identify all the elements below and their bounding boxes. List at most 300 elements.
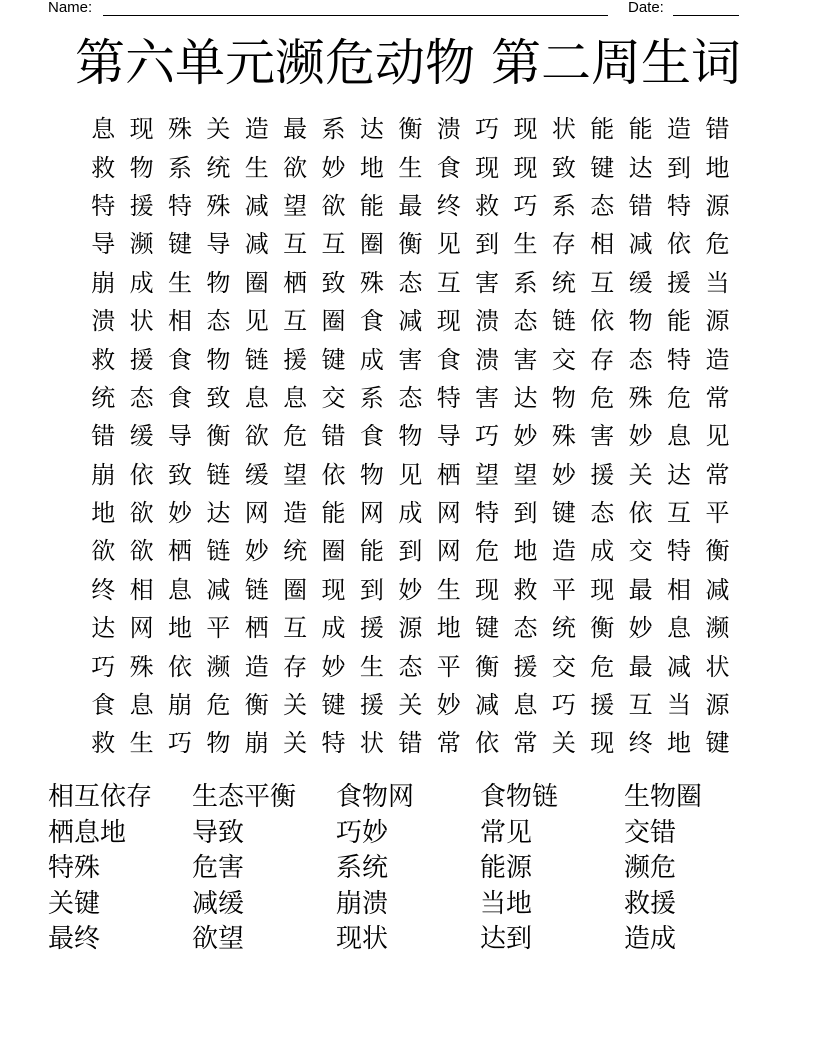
grid-cell[interactable]: 成: [398, 499, 423, 528]
grid-cell[interactable]: 能: [590, 115, 615, 144]
grid-cell[interactable]: 救: [91, 729, 116, 758]
grid-cell[interactable]: 态: [513, 614, 538, 643]
grid-cell[interactable]: 减: [475, 691, 500, 720]
grid-cell[interactable]: 造: [705, 345, 730, 374]
grid-cell[interactable]: 键: [551, 499, 576, 528]
grid-cell[interactable]: 物: [359, 460, 384, 489]
grid-cell[interactable]: 息: [129, 691, 154, 720]
grid-cell[interactable]: 态: [590, 499, 615, 528]
grid-cell[interactable]: 生: [398, 153, 423, 182]
grid-cell[interactable]: 关: [206, 115, 231, 144]
grid-cell[interactable]: 圈: [359, 230, 384, 259]
grid-cell[interactable]: 衡: [206, 422, 231, 451]
grid-cell[interactable]: 平: [436, 652, 461, 681]
grid-cell[interactable]: 统: [551, 268, 576, 297]
grid-cell[interactable]: 成: [590, 537, 615, 566]
grid-cell[interactable]: 互: [628, 691, 653, 720]
grid-cell[interactable]: 食: [167, 383, 192, 412]
grid-cell[interactable]: 互: [283, 614, 308, 643]
grid-cell[interactable]: 致: [321, 268, 346, 297]
grid-cell[interactable]: 状: [705, 652, 730, 681]
grid-cell[interactable]: 援: [129, 191, 154, 220]
grid-cell[interactable]: 欲: [91, 537, 116, 566]
grid-cell[interactable]: 互: [321, 230, 346, 259]
grid-cell[interactable]: 巧: [551, 691, 576, 720]
grid-cell[interactable]: 衡: [398, 115, 423, 144]
grid-cell[interactable]: 依: [129, 460, 154, 489]
grid-cell[interactable]: 危: [283, 422, 308, 451]
grid-cell[interactable]: 造: [244, 115, 269, 144]
grid-cell[interactable]: 特: [91, 191, 116, 220]
grid-cell[interactable]: 依: [167, 652, 192, 681]
grid-cell[interactable]: 关: [628, 460, 653, 489]
grid-cell[interactable]: 平: [705, 499, 730, 528]
grid-cell[interactable]: 生: [436, 575, 461, 604]
grid-cell[interactable]: 害: [513, 345, 538, 374]
grid-cell[interactable]: 食: [359, 422, 384, 451]
grid-cell[interactable]: 链: [244, 575, 269, 604]
grid-cell[interactable]: 态: [398, 652, 423, 681]
grid-cell[interactable]: 特: [667, 537, 692, 566]
grid-cell[interactable]: 生: [513, 230, 538, 259]
name-blank[interactable]: [103, 15, 608, 16]
grid-cell[interactable]: 息: [244, 383, 269, 412]
grid-cell[interactable]: 崩: [244, 729, 269, 758]
grid-cell[interactable]: 欲: [321, 191, 346, 220]
grid-cell[interactable]: 殊: [206, 191, 231, 220]
grid-cell[interactable]: 生: [244, 153, 269, 182]
grid-cell[interactable]: 缓: [129, 422, 154, 451]
grid-cell[interactable]: 溃: [475, 345, 500, 374]
grid-cell[interactable]: 依: [628, 499, 653, 528]
grid-cell[interactable]: 存: [283, 652, 308, 681]
grid-cell[interactable]: 殊: [551, 422, 576, 451]
grid-cell[interactable]: 交: [551, 345, 576, 374]
grid-cell[interactable]: 链: [244, 345, 269, 374]
grid-cell[interactable]: 衡: [705, 537, 730, 566]
grid-cell[interactable]: 达: [667, 460, 692, 489]
grid-cell[interactable]: 链: [206, 460, 231, 489]
grid-cell[interactable]: 终: [628, 729, 653, 758]
grid-cell[interactable]: 源: [705, 307, 730, 336]
grid-cell[interactable]: 终: [436, 191, 461, 220]
grid-cell[interactable]: 地: [513, 537, 538, 566]
grid-cell[interactable]: 妙: [398, 575, 423, 604]
grid-cell[interactable]: 援: [590, 460, 615, 489]
grid-cell[interactable]: 特: [475, 499, 500, 528]
grid-cell[interactable]: 救: [513, 575, 538, 604]
grid-cell[interactable]: 息: [167, 575, 192, 604]
grid-cell[interactable]: 统: [551, 614, 576, 643]
grid-cell[interactable]: 栖: [436, 460, 461, 489]
grid-cell[interactable]: 欲: [129, 499, 154, 528]
grid-cell[interactable]: 造: [244, 652, 269, 681]
grid-cell[interactable]: 地: [436, 614, 461, 643]
grid-cell[interactable]: 错: [91, 422, 116, 451]
grid-cell[interactable]: 殊: [359, 268, 384, 297]
grid-cell[interactable]: 殊: [628, 383, 653, 412]
grid-cell[interactable]: 依: [321, 460, 346, 489]
grid-cell[interactable]: 统: [283, 537, 308, 566]
grid-cell[interactable]: 错: [321, 422, 346, 451]
grid-cell[interactable]: 食: [359, 307, 384, 336]
grid-cell[interactable]: 存: [551, 230, 576, 259]
grid-cell[interactable]: 援: [129, 345, 154, 374]
grid-row: [84, 225, 737, 263]
grid-cell[interactable]: 到: [359, 575, 384, 604]
grid-cell[interactable]: 网: [359, 499, 384, 528]
grid-cell[interactable]: 相: [167, 307, 192, 336]
grid-cell[interactable]: 援: [667, 268, 692, 297]
grid-cell[interactable]: 望: [513, 460, 538, 489]
grid-cell[interactable]: 常: [705, 383, 730, 412]
grid-cell[interactable]: 望: [283, 460, 308, 489]
grid-cell[interactable]: 现: [129, 115, 154, 144]
grid-cell[interactable]: 妙: [551, 460, 576, 489]
grid-cell[interactable]: 链: [206, 537, 231, 566]
grid-cell[interactable]: 导: [206, 230, 231, 259]
grid-cell[interactable]: 圈: [321, 307, 346, 336]
grid-cell[interactable]: 援: [359, 691, 384, 720]
grid-cell[interactable]: 妙: [628, 614, 653, 643]
grid-cell[interactable]: 致: [206, 383, 231, 412]
grid-cell[interactable]: 现: [513, 115, 538, 144]
grid-cell[interactable]: 欲: [283, 153, 308, 182]
grid-cell[interactable]: 当: [705, 268, 730, 297]
grid-cell[interactable]: 终: [91, 575, 116, 604]
grid-cell[interactable]: 源: [705, 691, 730, 720]
grid-cell[interactable]: 特: [167, 191, 192, 220]
grid-cell[interactable]: 当: [667, 691, 692, 720]
grid-cell[interactable]: 援: [513, 652, 538, 681]
grid-cell[interactable]: 物: [551, 383, 576, 412]
grid-cell[interactable]: 衡: [244, 691, 269, 720]
grid-cell[interactable]: 到: [513, 499, 538, 528]
grid-cell[interactable]: 导: [91, 230, 116, 259]
grid-cell[interactable]: 成: [359, 345, 384, 374]
grid-cell[interactable]: 特: [667, 345, 692, 374]
grid-cell[interactable]: 栖: [283, 268, 308, 297]
grid-cell[interactable]: 援: [590, 691, 615, 720]
date-blank[interactable]: [673, 15, 739, 16]
grid-cell[interactable]: 减: [667, 652, 692, 681]
grid-cell[interactable]: 害: [475, 383, 500, 412]
grid-cell[interactable]: 导: [167, 422, 192, 451]
grid-cell[interactable]: 危: [590, 383, 615, 412]
grid-cell[interactable]: 互: [667, 499, 692, 528]
grid-cell[interactable]: 源: [705, 191, 730, 220]
grid-cell[interactable]: 生: [129, 729, 154, 758]
grid-cell[interactable]: 能: [321, 499, 346, 528]
grid-cell[interactable]: 存: [590, 345, 615, 374]
grid-cell[interactable]: 网: [436, 499, 461, 528]
grid-cell[interactable]: 欲: [129, 537, 154, 566]
grid-cell[interactable]: 导: [436, 422, 461, 451]
grid-cell[interactable]: 态: [398, 383, 423, 412]
grid-cell[interactable]: 息: [513, 691, 538, 720]
grid-cell[interactable]: 键: [475, 614, 500, 643]
grid-cell[interactable]: 网: [436, 537, 461, 566]
grid-cell[interactable]: 态: [398, 268, 423, 297]
grid-cell[interactable]: 栖: [167, 537, 192, 566]
grid-cell[interactable]: 巧: [475, 115, 500, 144]
grid-cell[interactable]: 害: [398, 345, 423, 374]
grid-cell[interactable]: 缓: [244, 460, 269, 489]
grid-cell[interactable]: 物: [206, 268, 231, 297]
grid-cell[interactable]: 危: [206, 691, 231, 720]
grid-cell[interactable]: 地: [359, 153, 384, 182]
grid-cell[interactable]: 关: [398, 691, 423, 720]
grid-cell[interactable]: 妙: [436, 691, 461, 720]
grid-cell[interactable]: 互: [283, 307, 308, 336]
grid-cell[interactable]: 键: [167, 230, 192, 259]
grid-cell[interactable]: 息: [91, 115, 116, 144]
grid-cell[interactable]: 链: [551, 307, 576, 336]
grid-cell[interactable]: 现: [436, 307, 461, 336]
grid-cell[interactable]: 援: [359, 614, 384, 643]
grid-cell[interactable]: 能: [359, 537, 384, 566]
grid-cell[interactable]: 减: [628, 230, 653, 259]
grid-cell[interactable]: 溃: [475, 307, 500, 336]
grid-cell[interactable]: 地: [91, 499, 116, 528]
grid-cell[interactable]: 物: [628, 307, 653, 336]
grid-cell[interactable]: 巧: [475, 422, 500, 451]
grid-cell[interactable]: 系: [167, 153, 192, 182]
grid-cell[interactable]: 交: [628, 537, 653, 566]
grid-cell[interactable]: 物: [129, 153, 154, 182]
grid-cell[interactable]: 达: [91, 614, 116, 643]
grid-cell[interactable]: 最: [628, 575, 653, 604]
grid-cell[interactable]: 崩: [91, 268, 116, 297]
grid-cell[interactable]: 现: [513, 153, 538, 182]
grid-cell[interactable]: 统: [206, 153, 231, 182]
grid-cell[interactable]: 错: [398, 729, 423, 758]
grid-cell[interactable]: 欲: [244, 422, 269, 451]
grid-cell[interactable]: 妙: [244, 537, 269, 566]
grid-cell[interactable]: 崩: [167, 691, 192, 720]
grid-cell[interactable]: 网: [244, 499, 269, 528]
grid-cell[interactable]: 现: [321, 575, 346, 604]
grid-cell[interactable]: 崩: [91, 460, 116, 489]
grid-cell[interactable]: 见: [244, 307, 269, 336]
grid-cell[interactable]: 交: [551, 652, 576, 681]
grid-cell[interactable]: 态: [206, 307, 231, 336]
grid-cell[interactable]: 统: [91, 383, 116, 412]
grid-cell[interactable]: 键: [321, 691, 346, 720]
grid-cell[interactable]: 殊: [167, 115, 192, 144]
grid-cell[interactable]: 致: [551, 153, 576, 182]
grid-cell[interactable]: 态: [628, 345, 653, 374]
grid-cell[interactable]: 到: [475, 230, 500, 259]
grid-cell[interactable]: 濒: [705, 614, 730, 643]
grid-cell[interactable]: 减: [398, 307, 423, 336]
grid-cell[interactable]: 濒: [129, 230, 154, 259]
grid-cell[interactable]: 特: [436, 383, 461, 412]
grid-cell[interactable]: 见: [705, 422, 730, 451]
grid-cell[interactable]: 相: [667, 575, 692, 604]
grid-cell[interactable]: 现: [475, 153, 500, 182]
grid-cell[interactable]: 到: [667, 153, 692, 182]
grid-cell[interactable]: 减: [244, 230, 269, 259]
grid-cell[interactable]: 系: [513, 268, 538, 297]
grid-cell[interactable]: 达: [359, 115, 384, 144]
grid-cell[interactable]: 生: [167, 268, 192, 297]
grid-cell[interactable]: 常: [705, 460, 730, 489]
grid-cell[interactable]: 造: [551, 537, 576, 566]
grid-cell[interactable]: 键: [321, 345, 346, 374]
grid-cell[interactable]: 息: [667, 422, 692, 451]
grid-cell[interactable]: 危: [475, 537, 500, 566]
grid-cell[interactable]: 食: [436, 153, 461, 182]
grid-cell[interactable]: 常: [436, 729, 461, 758]
grid-cell[interactable]: 状: [129, 307, 154, 336]
grid-cell[interactable]: 生: [359, 652, 384, 681]
grid-cell[interactable]: 最: [283, 115, 308, 144]
grid-cell[interactable]: 地: [705, 153, 730, 182]
grid-cell[interactable]: 物: [206, 345, 231, 374]
grid-cell[interactable]: 特: [667, 191, 692, 220]
grid-cell[interactable]: 危: [667, 383, 692, 412]
grid-cell[interactable]: 现: [590, 575, 615, 604]
grid-cell[interactable]: 救: [91, 345, 116, 374]
word-list-item: 达到: [480, 924, 533, 954]
word-list-item: 巧妙: [336, 817, 389, 848]
grid-cell[interactable]: 圈: [244, 268, 269, 297]
grid-cell[interactable]: 系: [551, 191, 576, 220]
grid-cell[interactable]: 造: [667, 115, 692, 144]
grid-cell[interactable]: 妙: [321, 153, 346, 182]
grid-row: [84, 264, 737, 302]
grid-cell[interactable]: 衡: [398, 230, 423, 259]
grid-cell[interactable]: 关: [551, 729, 576, 758]
grid-cell[interactable]: 妙: [513, 422, 538, 451]
grid-cell[interactable]: 相: [129, 575, 154, 604]
grid-cell[interactable]: 最: [398, 191, 423, 220]
grid-cell[interactable]: 系: [359, 383, 384, 412]
grid-cell[interactable]: 依: [590, 307, 615, 336]
grid-cell[interactable]: 依: [667, 230, 692, 259]
grid-cell[interactable]: 致: [167, 460, 192, 489]
grid-cell[interactable]: 特: [321, 729, 346, 758]
grid-cell[interactable]: 互: [283, 230, 308, 259]
grid-cell[interactable]: 最: [628, 652, 653, 681]
grid-cell[interactable]: 救: [475, 191, 500, 220]
word-list-item: 食物链: [480, 782, 559, 812]
grid-cell[interactable]: 见: [436, 230, 461, 259]
grid-cell[interactable]: 互: [436, 268, 461, 297]
grid-cell[interactable]: 减: [244, 191, 269, 220]
grid-cell[interactable]: 望: [475, 460, 500, 489]
grid-cell[interactable]: 能: [359, 191, 384, 220]
grid-cell[interactable]: 圈: [321, 537, 346, 566]
grid-cell[interactable]: 溃: [91, 307, 116, 336]
grid-cell[interactable]: 物: [398, 422, 423, 451]
grid-cell[interactable]: 危: [590, 652, 615, 681]
word-list-item: 崩溃: [336, 888, 389, 919]
grid-cell[interactable]: 现: [475, 575, 500, 604]
grid-cell[interactable]: 害: [590, 422, 615, 451]
grid-cell[interactable]: 息: [283, 383, 308, 412]
grid-cell[interactable]: 能: [667, 307, 692, 336]
grid-cell[interactable]: 键: [705, 729, 730, 758]
grid-cell[interactable]: 危: [705, 230, 730, 259]
grid-cell[interactable]: 现: [590, 729, 615, 758]
grid-cell[interactable]: 到: [398, 537, 423, 566]
name-label: Name:: [48, 0, 93, 16]
grid-cell[interactable]: 巧: [513, 191, 538, 220]
grid-cell[interactable]: 互: [590, 268, 615, 297]
grid-cell[interactable]: 害: [475, 268, 500, 297]
grid-cell[interactable]: 见: [398, 460, 423, 489]
grid-cell[interactable]: 依: [475, 729, 500, 758]
grid-cell[interactable]: 达: [206, 499, 231, 528]
grid-cell[interactable]: 错: [705, 115, 730, 144]
grid-cell[interactable]: 成: [129, 268, 154, 297]
grid-cell[interactable]: 物: [206, 729, 231, 758]
word-list-item: 常见: [480, 817, 533, 848]
grid-cell[interactable]: 缓: [628, 268, 653, 297]
grid-cell[interactable]: 援: [283, 345, 308, 374]
grid-cell[interactable]: 溃: [436, 115, 461, 144]
grid-cell[interactable]: 关: [283, 729, 308, 758]
grid-cell[interactable]: 地: [667, 729, 692, 758]
grid-cell[interactable]: 地: [167, 614, 192, 643]
grid-cell[interactable]: 态: [590, 191, 615, 220]
grid-cell[interactable]: 巧: [91, 652, 116, 681]
grid-cell[interactable]: 造: [283, 499, 308, 528]
grid-cell[interactable]: 救: [91, 153, 116, 182]
grid-cell[interactable]: 栖: [244, 614, 269, 643]
grid-cell[interactable]: 巧: [167, 729, 192, 758]
grid-cell[interactable]: 达: [513, 383, 538, 412]
grid-cell[interactable]: 态: [513, 307, 538, 336]
grid-cell[interactable]: 食: [91, 691, 116, 720]
grid-cell[interactable]: 常: [513, 729, 538, 758]
grid-cell[interactable]: 濒: [206, 652, 231, 681]
grid-cell[interactable]: 衡: [475, 652, 500, 681]
grid-cell[interactable]: 状: [359, 729, 384, 758]
grid-cell[interactable]: 能: [628, 115, 653, 144]
grid-cell[interactable]: 网: [129, 614, 154, 643]
grid-cell[interactable]: 系: [321, 115, 346, 144]
grid-cell[interactable]: 妙: [321, 652, 346, 681]
grid-cell[interactable]: 食: [436, 345, 461, 374]
grid-cell[interactable]: 达: [628, 153, 653, 182]
grid-cell[interactable]: 衡: [590, 614, 615, 643]
grid-cell[interactable]: 源: [398, 614, 423, 643]
grid-cell[interactable]: 减: [206, 575, 231, 604]
grid-cell[interactable]: 关: [283, 691, 308, 720]
grid-cell[interactable]: 成: [321, 614, 346, 643]
grid-cell[interactable]: 平: [206, 614, 231, 643]
grid-cell[interactable]: 减: [705, 575, 730, 604]
grid-cell[interactable]: 平: [551, 575, 576, 604]
grid-cell[interactable]: 妙: [628, 422, 653, 451]
grid-cell[interactable]: 状: [551, 115, 576, 144]
grid-cell[interactable]: 相: [590, 230, 615, 259]
grid-cell[interactable]: 望: [283, 191, 308, 220]
grid-cell[interactable]: 交: [321, 383, 346, 412]
grid-cell[interactable]: 殊: [129, 652, 154, 681]
grid-cell[interactable]: 键: [590, 153, 615, 182]
grid-cell[interactable]: 食: [167, 345, 192, 374]
grid-cell[interactable]: 态: [129, 383, 154, 412]
grid-cell[interactable]: 妙: [167, 499, 192, 528]
grid-cell[interactable]: 息: [667, 614, 692, 643]
grid-cell[interactable]: 圈: [283, 575, 308, 604]
word-list-item: 导致: [192, 817, 245, 848]
grid-cell[interactable]: 错: [628, 191, 653, 220]
